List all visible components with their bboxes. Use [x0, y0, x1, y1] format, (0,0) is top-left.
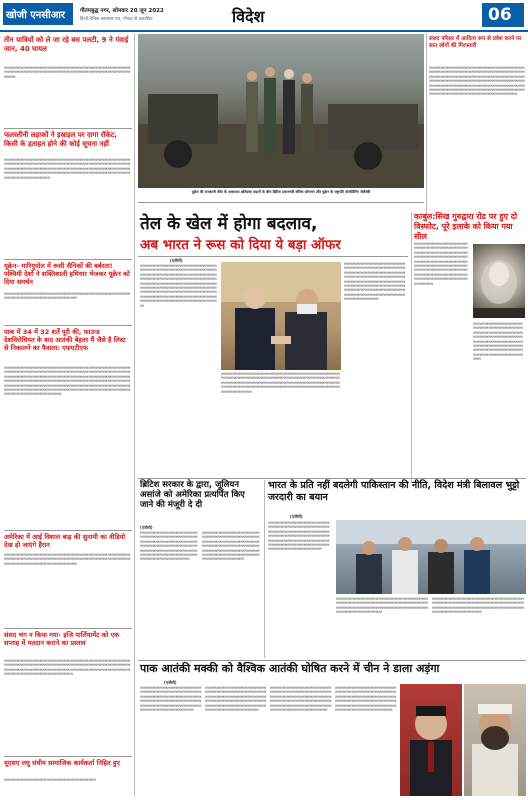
right-headline-1: संसद परिसर में आदित्य रूप से प्रवेश करने पर सात लोगों की गिरफ्तारी [429, 36, 522, 49]
leader-portrait-illustration [400, 684, 462, 796]
war-scene-illustration [138, 34, 424, 188]
bhutto-text-2: ल्लल्लल्लल्लल्लल्लल्लल्लल्लल्लल्लल्लल्लल्लल्लल्लल्लल्लल्लल्लल्लल्लल्लल्लल्लल्लल्लल्लल्लल्लल्लल्लल्लल्लल्लल्लल्लल्लल्लल्लल्लल्लल्लल्लल्लल्लल्लल्लल्लल्लल्लल्लल्लल्लल्लल्लल्लल्लल्लल्लल्लल्लल्लल्लल्लल्लल्लल्लल्लल्लल्लल्लल्लल्लल्लल्लल्लल्लल्लल्लल्लल्लल्लल्ल [336, 597, 428, 615]
left-rule-2 [4, 259, 132, 260]
china-text-3: ल्लल्लल्लल्लल्लल्लल्लल्लल्लल्लल्लल्लल्लल्लल्लल्लल्लल्लल्लल्लल्लल्लल्लल्लल्लल्लल्लल्लल्लल्लल्लल्लल्लल्लल्लल्लल्लल्लल्लल्लल्लल्लल्लल्लल्लल्लल्लल्लल्लल्लल्लल्लल्लल्लल्लल्लल्लल्लल्लल्लल्लल्लल्लल्लल्लल्लल्लल्लल्लल्लल्लल्लल्लल्लल्लल्लल्लल्लल्लल्लल्लल्लल्लल्लल्लल्लल्लल्लल्लल्लल्लल्लल्लल्लल्ल [270, 686, 332, 713]
left-rule-5 [4, 628, 132, 629]
kabul-headline: काबुल:सिख गुरुद्वारा रोड पर हुए दो विस्फोट, पूरे इलाके को किया गया सील [414, 212, 518, 241]
mid-rule [138, 478, 526, 479]
bhutto-photo [336, 520, 526, 594]
right-text-1: ल्लल्लल्लल्लल्लल्लल्लल्लल्लल्लल्लल्लल्लल्लल्लल्लल्लल्लल्लल्लल्लल्लल्लल्लल्लल्लल्लल्लल्लल्लल्लल्लल्लल्लल्लल्लल्लल्लल्लल्लल्लल्लल्लल्लल्लल्लल्लल्लल्लल्लल्लल्लल्लल्लल्लल्लल्लल्लल्लल्लल्लल्लल्लल्लल्लल्लल्लल्लल्लल्लल्लल्लल्लल्लल्लल्लल्लल्लल्लल्लल्लल्लल्लल्लल्लल्लल्लल्लल्लल्लल्लल्लल्लल्लल्लल्लल्लल्लल्लल्लल्लल्लल्लल्लल्लल्लल्लल्लल्लल्लल्लल्लल्लल्लल्लल्लल्लल्लल्लल्लल्लल्लल्लल्लल्लल्लल्लल्लल्लल्लल्लल्लल्लल्लल्लल्लल्लल्लल्लल्लल्लल्लल्लल्लल्लल्लल्लल्लल्लल्लल्लल्लल्लल्लल्लल्लल्लल्लल्लल्लल्लल्लल्लल्लल्लल्लल्लल्लल्लल्लल्लल्लल्ल [429, 66, 525, 97]
main-headline-line-1: तेल के खेल में होगा बदलाव, [140, 214, 318, 234]
two-leaders-illustration [221, 262, 341, 370]
bhutto-headline: भारत के प्रति नहीं बदलेगी पाकिस्तान की नीति, विदेश मंत्री बिलावल भुट्टो जरदारी का बयान [268, 480, 520, 503]
china-byline: (एजेंसी) [164, 680, 177, 685]
left-rule-1 [4, 128, 132, 129]
kabul-text-2: ल्लल्लल्लल्लल्लल्लल्लल्लल्लल्लल्लल्लल्लल्लल्लल्लल्लल्लल्लल्लल्लल्लल्लल्लल्लल्लल्लल्लल्लल्लल्लल्लल्लल्लल्लल्लल्लल्लल्लल्लल्लल्लल्लल्लल्लल्लल्लल्लल्लल्लल्लल्लल्लल्लल्लल्लल्लल्लल्लल्लल्लल्लल्लल्लल्लल्लल्लल्लल्लल्लल्लल्लल्लल्लल्लल्लल्लल्लल्लल्लल्लल्लल्लल्लल्लल्लल्लल्लल्लल्लल्लल्लल्लल्लल्लल्लल्लल्लल्लल्लल्लल्लल्लल्लल्लल्ल [473, 322, 523, 362]
left-headline-4: पाक में 34 में 32 शर्तें पूरी की, फाउन्ड देशविरोधियत के बाद आतंकी बेहतर मैं जैसे है लिस्ट से निकालने का फैसला: एफएटीएफ [4, 328, 126, 352]
left-text-4: ल्लल्लल्लल्लल्लल्लल्लल्लल्लल्लल्लल्लल्लल्लल्लल्लल्लल्लल्लल्लल्लल्लल्लल्लल्लल्लल्लल्लल्लल्लल्लल्लल्लल्लल्लल्लल्लल्लल्लल्लल्लल्लल्लल्लल्लल्लल्लल्लल्लल्लल्लल्लल्लल्लल्लल्लल्लल्लल्लल्लल्लल्लल्लल्लल्लल्लल्लल्लल्लल्लल्लल्लल्लल्लल्लल्लल्लल्लल्लल्लल्लल्लल्लल्लल्लल्लल्लल्लल्लल्लल्लल्लल्लल्लल्लल्लल्लल्लल्लल्लल्लल्लल्लल्लल्लल्लल्लल्लल्लल्लल्लल्लल्लल्लल्लल्लल्लल्लल्लल्लल्लल्लल्लल्लल्लल्लल्लल्लल्लल्लल्लल्लल्लल्लल्लल्लल्लल्लल्लल्लल्लल्लल्लल्लल्लल्लल्लल्लल्लल्लल्लल्लल्लल्लल्लल्लल्लल्लल्लल्लल्लल्लल्लल्लल्लल्लल्लल्लल्लल्लल्लल्लल्लल्लल्लल्लल्लल्लल्लल्लल्लल्लल्लल्लल्लल्लल्लल्लल्लल्लल्लल्लल्लल्लल्लल्लल्लल्लल्लल्लल्लल्लल्लल्लल्लल्लल्लल्लल्लल्लल्लल्लल्ल [4, 366, 131, 397]
masthead-subline: हिन्दी दैनिक समाचार पत्र, नोएडा से प्रकाशित [80, 17, 153, 22]
kabul-text-1: ल्लल्लल्लल्लल्लल्लल्लल्लल्लल्लल्लल्लल्लल्लल्लल्लल्लल्लल्लल्लल्लल्लल्लल्लल्लल्लल्लल्लल्लल्लल्लल्लल्लल्लल्लल्लल्लल्लल्लल्लल्लल्लल्लल्लल्लल्लल्लल्लल्लल्लल्लल्लल्लल्लल्लल्लल्लल्लल्लल्लल्लल्लल्लल्लल्लल्लल्लल्लल्लल्लल्लल्लल्लल्लल्लल्लल्लल्लल्लल्लल्लल्लल्लल्लल्लल्लल्लल्लल्लल्लल्लल्लल्लल्लल्लल्लल्लल्लल्लल्लल्लल्लल्लल्लल्लल्लल्लल्लल्लल्लल्लल्लल्लल्लल्लल्लल्लल्लल्लल्लल्लल्लल्लल्लल्लल्लल्लल्लल्लल्लल्ल [414, 242, 468, 286]
left-headline-7: यूएसए लघु संघीय सामाजिक कार्यकर्ता निहित हुए [4, 759, 121, 767]
left-headline-3: यूक्रेन- मारियुपोल में रूसी सैनिकों की बर्बरता! पश्चिमी देशों ने शक्तिशाली हथियार भेजकर यूक्रेन को दिया समर्थन [4, 262, 130, 286]
masthead [0, 0, 528, 30]
bhutto-text-3: ल्लल्लल्लल्लल्लल्लल्लल्लल्लल्लल्लल्लल्लल्लल्लल्लल्लल्लल्लल्लल्लल्लल्लल्लल्लल्लल्लल्लल्लल्लल्लल्लल्लल्लल्लल्लल्लल्लल्लल्लल्लल्लल्लल्लल्लल्लल्लल्लल्लल्लल्लल्लल्लल्लल्लल्लल्लल्लल्लल्लल्लल्लल्लल्लल्लल्लल्लल्लल्लल्लल्लल्लल्लल्लल्लल्लल्लल्लल्लल्लल्लल्लल्लल्लल्ल [432, 597, 524, 615]
british-headline: ब्रिटिश सरकार के द्वारा, जूलियन असांजे को अमेरिका प्रत्यर्पित किए जाने की मंजूरी दे दी [140, 480, 245, 510]
left-rule-6 [4, 756, 132, 757]
british-divider [264, 480, 265, 658]
left-headline-1: तीन यात्रियों को ले जा रहे बस पलटी, 9 ने गंवाई जान, 40 घायल [4, 36, 129, 53]
british-text-1: ल्लल्लल्लल्लल्लल्लल्लल्लल्लल्लल्लल्लल्लल्लल्लल्लल्लल्लल्लल्लल्लल्लल्लल्लल्लल्लल्लल्लल्लल्लल्लल्लल्लल्लल्लल्लल्लल्लल्लल्लल्लल्लल्लल्लल्लल्लल्लल्लल्लल्लल्लल्लल्लल्लल्लल्लल्लल्लल्लल्लल्लल्लल्लल्लल्लल्लल्लल्लल्लल्लल्लल्लल्लल्लल्लल्लल्लल्लल्लल्लल्लल्लल्लल्लल्लल्लल्लल्लल्लल्लल्लल्लल्लल्लल्लल्लल्लल्लल्लल्लल्लल्लल्ल [140, 531, 198, 562]
left-text-7: ल्लल्लल्लल्लल्लल्लल्लल्लल्लल्लल्लल्लल्लल्लल्लल्लल्लल्लल्लल्लल्लल्लल्लल्ल [4, 778, 96, 782]
british-text-2: ल्लल्लल्लल्लल्लल्लल्लल्लल्लल्लल्लल्लल्लल्लल्लल्लल्लल्लल्लल्लल्लल्लल्लल्लल्लल्लल्लल्लल्लल्लल्लल्लल्लल्लल्लल्लल्लल्लल्लल्लल्लल्लल्लल्लल्लल्लल्लल्लल्लल्लल्लल्लल्लल्लल्लल्लल्लल्लल्लल्लल्लल्लल्लल्लल्लल्लल्लल्लल्लल्लल्लल्लल्लल्लल्लल्लल्लल्लल्लल्लल्लल्लल्लल्लल्लल्लल्लल्लल्लल्लल्लल्लल्लल्लल्लल्लल्लल्लल्लल्लल्ल [202, 531, 260, 562]
left-headline-2: फलस्तीनी लड़ाकों ने इस्राइल पर दागा रॉकेट, किसी के हताहत होने की कोई सूचना नहीं [4, 131, 117, 148]
section-title: विदेश [232, 7, 265, 26]
main-text-col-2: ल्लल्लल्लल्लल्लल्लल्लल्लल्लल्लल्लल्लल्लल्लल्लल्लल्लल्लल्लल्लल्लल्लल्लल्लल्लल्लल्लल्लल्लल्लल्लल्लल्लल्लल्लल्लल्लल्लल्लल्लल्लल्लल्लल्लल्लल्लल्लल्लल्लल्लल्लल्लल्लल्लल्लल्लल्लल्लल्लल्लल्लल्लल्लल्लल्लल्लल्लल्लल्लल्लल्लल्लल्लल्लल्लल्लल्लल्लल्लल्लल्लल्लल्लल्लल्लल्लल्लल्लल्लल्लल्लल्लल्लल्लल्लल्लल्लल्लल्लल्लल्लल्लल्लल्लल्लल्लल्लल्लल्लल्लल्लल्लल्लल्लल्लल्लल्लल्लल्लल्लल्लल्लल्लल्लल्लल्लल्लल्लल्लल्लल्लल्ल [221, 372, 340, 394]
bhutto-byline: (एजेंसी) [290, 514, 303, 519]
page-number: 06 [488, 5, 512, 25]
bottom-rule [138, 660, 526, 661]
kabul-explosion-photo [473, 244, 525, 318]
main-headline-rule [138, 256, 408, 257]
left-text-5: ल्लल्लल्लल्लल्लल्लल्लल्लल्लल्लल्लल्लल्लल्लल्लल्लल्लल्लल्लल्लल्लल्लल्लल्लल्लल्लल्लल्लल्लल्लल्लल्लल्लल्लल्लल्लल्लल्लल्लल्लल्लल्लल्लल्लल्लल्लल्लल्लल्लल्लल्लल्लल्लल्लल्लल्लल्लल्लल्लल्लल्लल्लल्लल्लल्लल्लल्लल्लल्लल्लल्लल्लल्लल्लल्लल्लल्लल्लल्लल्लल्लल्लल्लल्लल्ल [4, 553, 131, 566]
bearded-man-illustration [464, 684, 526, 796]
top-photo [138, 34, 424, 188]
bhutto-text-1: ल्लल्लल्लल्लल्लल्लल्लल्लल्लल्लल्लल्लल्लल्लल्लल्लल्लल्लल्लल्लल्लल्लल्लल्लल्लल्लल्लल्लल्लल्लल्लल्लल्लल्लल्लल्लल्लल्लल्लल्लल्लल्लल्लल्लल्लल्लल्लल्लल्लल्लल्लल्लल्लल्लल्लल्लल्लल्लल्लल्लल्लल्लल्लल्लल्लल्लल्लल्लल्लल्लल्लल्लल्लल्लल्लल्लल्लल्लल्लल्लल्लल्लल्लल्लल्लल्लल्लल्लल्लल्लल्लल्लल्लल्लल्लल्लल्लल्लल्लल्लल्लल्लल्लल्लल्लल्लल्लल्लल्लल्ल [268, 521, 330, 552]
main-headline-line-2: अब भारत ने रूस को दिया ये बड़ा ऑफर [140, 237, 341, 253]
main-text-col-1: ल्लल्लल्लल्लल्लल्लल्लल्लल्लल्लल्लल्लल्लल्लल्लल्लल्लल्लल्लल्लल्लल्लल्लल्लल्लल्लल्लल्लल्लल्लल्लल्लल्लल्लल्लल्लल्लल्लल्लल्लल्लल्लल्लल्लल्लल्लल्लल्लल्लल्लल्लल्लल्लल्लल्लल्लल्लल्लल्लल्लल्लल्लल्लल्लल्लल्लल्लल्लल्लल्लल्लल्लल्लल्लल्लल्लल्लल्लल्लल्लल्लल्लल्लल्लल्लल्लल्लल्लल्लल्लल्लल्लल्लल्लल्लल्लल्लल्लल्लल्लल्लल्लल्लल्लल्लल्लल्लल्लल्लल्लल्लल्लल्लल्लल्लल्लल्लल्लल्लल्लल्लल्लल्लल्लल्लल्लल्लल्लल्लल्लल्लल्लल्लल्लल्लल्लल्लल्लल्लल्लल्लल्लल्लल्लल्लल्लल्लल्लल्लल्लल्लल्लल्लल्लल्लल्लल्लल्लल्लल्लल्लल्लल्लल्लल्लल्लल्लल्लल्लल्लल्लल्लल्लल्लल्लल्लल्लल्लल्लल्लल्ल [140, 264, 217, 308]
left-text-6: ल्लल्लल्लल्लल्लल्लल्लल्लल्लल्लल्लल्लल्लल्लल्लल्लल्लल्लल्लल्लल्लल्लल्लल्लल्लल्लल्लल्लल्लल्लल्लल्लल्लल्लल्लल्लल्लल्लल्लल्लल्लल्लल्लल्लल्लल्लल्लल्लल्लल्लल्लल्लल्लल्लल्लल्लल्लल्लल्लल्लल्लल्लल्लल्लल्लल्लल्लल्लल्लल्लल्लल्लल्लल्लल्लल्लल्लल्लल्लल्लल्लल्लल्लल्लल्लल्लल्लल्लल्लल्लल्लल्लल्लल्लल्लल्लल्लल्लल्लल्लल्लल्लल्लल्लल्लल्लल्लल्लल्लल्लल्लल्लल्लल्लल्लल्लल्ल [4, 659, 131, 677]
xi-jinping-photo [400, 684, 462, 796]
left-headline-6: संसद भंग न किया गया- इजि पार्लियामेंट को एक सप्ताह में मतदान कराने का प्रस्ताव [4, 631, 120, 647]
china-text-1: ल्लल्लल्लल्लल्लल्लल्लल्लल्लल्लल्लल्लल्लल्लल्लल्लल्लल्लल्लल्लल्लल्लल्लल्लल्लल्लल्लल्लल्लल्लल्लल्लल्लल्लल्लल्लल्लल्लल्लल्लल्लल्लल्लल्लल्लल्लल्लल्लल्लल्लल्लल्लल्लल्लल्लल्लल्लल्लल्लल्लल्लल्लल्लल्लल्लल्लल्लल्लल्लल्लल्लल्लल्लल्लल्लल्लल्लल्लल्लल्लल्लल्लल्लल्लल्लल्लल्लल्लल्लल्लल्लल्लल्लल्ल [140, 686, 202, 713]
left-text-2: ल्लल्लल्लल्लल्लल्लल्लल्लल्लल्लल्लल्लल्लल्लल्लल्लल्लल्लल्लल्लल्लल्लल्लल्लल्लल्लल्लल्लल्लल्लल्लल्लल्लल्लल्लल्लल्लल्लल्लल्लल्लल्लल्लल्लल्लल्लल्लल्लल्लल्लल्लल्लल्लल्लल्लल्लल्लल्लल्लल्लल्लल्लल्लल्लल्लल्लल्लल्लल्लल्लल्लल्लल्लल्लल्लल्लल्लल्लल्लल्लल्लल्लल्लल्लल्लल्लल्लल्लल्लल्लल्लल्लल्लल्लल्लल्लल्लल्लल्लल्लल्लल्लल्लल्लल्लल्लल्लल्लल्लल्लल्लल्लल्लल्लल्लल्लल्लल्लल्लल्लल्लल्लल्लल्लल्लल्लल्लल्लल्लल्लल्लल्लल्लल्लल्लल्लल्लल्लल्लल्लल्लल्लल्लल्ल [4, 158, 131, 180]
top-photo-caption: यूक्रेन की राजधानी कीव के आसपास क्षतिग्रस्त वाहनों के बीच ब्रिटिश प्रधानमंत्री बोरिस जॉनसन और यूक्रेन के राष्ट्रपति वोलोदिमिर जेलेंस्की [191, 190, 371, 194]
left-text-1: ल्लल्लल्लल्लल्लल्लल्लल्लल्लल्लल्लल्लल्लल्लल्लल्लल्लल्लल्लल्लल्लल्लल्लल्लल्लल्लल्लल्लल्लल्लल्लल्लल्लल्लल्लल्लल्लल्लल्लल्लल्लल्लल्लल्लल्लल्लल्लल्लल्लल्लल्लल्लल्लल्लल्लल्लल्लल्लल्लल्लल्लल्लल्लल्लल्लल्लल्लल्लल्ल [4, 66, 131, 79]
british-byline: (एजेंसी) [140, 525, 153, 530]
right-column-divider [426, 34, 427, 214]
left-rule-4 [4, 530, 132, 531]
china-headline: पाक आतंकी मक्की को वैश्विक आतंकी घोषित करने में चीन ने डाला अड़ंगा [140, 662, 440, 675]
masthead-rule [0, 30, 528, 32]
main-byline: (एजेंसी) [170, 258, 183, 263]
china-text-2: ल्लल्लल्लल्लल्लल्लल्लल्लल्लल्लल्लल्लल्लल्लल्लल्लल्लल्लल्लल्लल्लल्लल्लल्लल्लल्लल्लल्लल्लल्लल्लल्लल्लल्लल्लल्लल्लल्लल्लल्लल्लल्लल्लल्लल्लल्लल्लल्लल्लल्लल्लल्लल्लल्लल्लल्लल्लल्लल्लल्लल्लल्लल्लल्लल्लल्लल्लल्लल्लल्लल्लल्लल्लल्लल्लल्लल्लल्लल्लल्लल्लल्लल्लल्लल्लल्लल्लल्लल्लल्लल्लल्लल्लल्ल [205, 686, 267, 713]
left-column-divider [134, 34, 135, 796]
meeting-illustration [336, 520, 526, 594]
masthead-logo: खोजी एनसीआर [6, 10, 66, 21]
kabul-divider [411, 212, 412, 482]
masthead-dateline: गौतमबुद्ध नगर, सोमवार 20 जून 2022 [80, 8, 164, 14]
left-headline-5: अमेरिका में आई विशाल बाढ़ की सुनामी का वीडियो देख हो जाएंगे हैरान [4, 533, 126, 549]
makki-photo [464, 684, 526, 796]
left-rule-3 [4, 325, 132, 326]
top-photo-rule [138, 202, 424, 203]
putin-modi-photo [221, 262, 341, 370]
china-text-4: ल्लल्लल्लल्लल्लल्लल्लल्लल्लल्लल्लल्लल्लल्लल्लल्लल्लल्लल्लल्लल्लल्लल्लल्लल्लल्लल्लल्लल्लल्लल्लल्लल्लल्लल्लल्लल्लल्लल्लल्लल्लल्लल्लल्लल्लल्लल्लल्लल्लल्लल्लल्लल्लल्लल्लल्लल्लल्लल्लल्लल्लल्लल्लल्लल्लल्लल्लल्लल्लल्लल्लल्लल्लल्लल्लल्लल्लल्लल्लल्लल्लल्लल्लल्लल्लल्लल्लल्लल्लल्लल्लल्लल्लल्लल्ल [335, 686, 397, 713]
main-text-col-3: ल्लल्लल्लल्लल्लल्लल्लल्लल्लल्लल्लल्लल्लल्लल्लल्लल्लल्लल्लल्लल्लल्लल्लल्लल्लल्लल्लल्लल्लल्लल्लल्लल्लल्लल्लल्लल्लल्लल्लल्लल्लल्लल्लल्लल्लल्लल्लल्लल्लल्लल्लल्लल्लल्लल्लल्लल्लल्लल्लल्लल्लल्लल्लल्लल्लल्लल्लल्लल्लल्लल्लल्लल्लल्लल्लल्लल्लल्लल्लल्लल्लल्लल्लल्लल्लल्लल्लल्लल्लल्लल्लल्लल्लल्लल्लल्लल्लल्लल्लल्लल्लल्लल्लल्लल्लल्लल्लल्लल्लल्लल्लल्लल्लल्लल्लल्लल्लल्लल्लल्लल्लल्लल्लल्लल्लल्लल्लल्लल्लल्लल्लल्लल्लल्लल्लल्लल्ल [344, 262, 406, 302]
explosion-smoke-illustration [473, 244, 525, 318]
left-text-3: ल्लल्लल्लल्लल्लल्लल्लल्लल्लल्लल्लल्लल्लल्लल्लल्लल्लल्लल्लल्लल्लल्लल्लल्लल्लल्लल्लल्लल्लल्लल्लल्लल्लल्लल्लल्लल्लल्लल्लल्लल्लल्लल्लल्लल्लल्लल्लल्लल्लल्लल्लल्ल [4, 292, 131, 301]
